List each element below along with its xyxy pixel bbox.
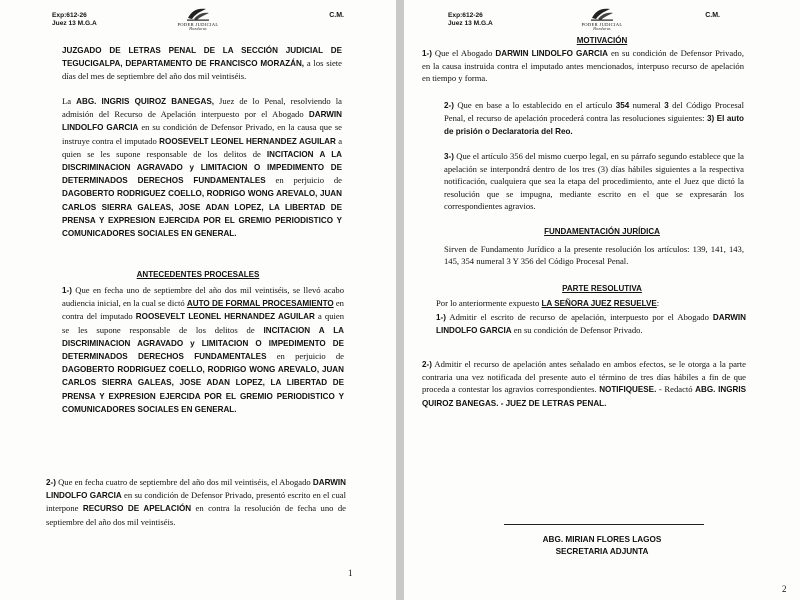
- text-run: a quien se les supone responsable de los delitos de: [62, 135, 343, 159]
- secretary-name: ABG. MIRIAN FLORES LAGOS: [542, 535, 662, 544]
- fundamentacion-paragraph: Sirven de Fundamento Jurídico a la presente resolución los artículos: 139, 141, 143, 145, 354 numeral 3 Y 356 del Código Procesal Penal.: [444, 244, 744, 267]
- accused-name: ROOSEVELT LEONEL HERNANDEZ AGUILAR: [135, 312, 315, 322]
- item-number: 2-): [444, 101, 454, 110]
- juez-resuelve: LA SEÑORA JUEZ RESUELVE: [541, 299, 657, 308]
- poder-judicial-logo: [168, 6, 228, 32]
- logo-subtext: Honduras: [189, 27, 207, 31]
- document-page-2: [404, 0, 800, 600]
- judge-code: Juez 13 M.G.A: [448, 20, 493, 27]
- page-number: 1: [348, 568, 353, 578]
- heading-motivacion: MOTIVACIÓN: [576, 36, 628, 45]
- accused-name: ROOSEVELT LEONEL HERNANDEZ AGUILAR: [159, 136, 336, 146]
- lawyer-name: DARWIN LINDOLFO GARCIA: [46, 478, 346, 501]
- text-run: en contra la resolución de fecha uno de septiembre del año dos mil veintiséis.: [46, 503, 346, 527]
- resolution-type: 3) El auto de prisión o Declaratoria del Reo.: [444, 114, 744, 137]
- judge-code: Juez 13 M.G.A: [52, 20, 97, 27]
- text-run: en perjuicio de: [266, 351, 344, 362]
- judge-name: ABG. INGRIS QUIROZ BANEGAS,: [76, 97, 214, 106]
- lawyer-name: DARWIN LINDOLFO GARCIA: [436, 313, 746, 336]
- page-header: [0, 10, 396, 40]
- intro-paragraph: [62, 44, 342, 83]
- heading-antecedentes: ANTECEDENTES PROCESALES: [136, 270, 260, 279]
- crimes-text: INCITACION A LA DISCRIMINACION AGRAVADO y LIMITACION O IMPEDIMENTO DE DETERMINADOS DERECHOS FUNDAMENTALES: [62, 149, 342, 186]
- item-number: 3-): [444, 152, 454, 161]
- text-run: en su condición de Defensor Privado, en la causa que se instruye contra el imputado: [62, 122, 342, 146]
- text-run: a quien se les supone responsable de los delitos de: [62, 311, 344, 335]
- text-run: Que el Abogado: [431, 48, 496, 58]
- text-run: en su condición de Defensor Privado.: [511, 325, 643, 336]
- item-number: 2-): [46, 478, 56, 487]
- item-number: 1-): [62, 286, 72, 295]
- lawyer-name: DARWIN LINDOLFO GARCIA: [495, 49, 608, 58]
- text-run: Admitir el escrito de recurso de apelación, interpuesto por el Abogado: [445, 312, 713, 322]
- cm-label: C.M.: [705, 12, 720, 19]
- notifiquese: NOTIFIQUESE.: [599, 385, 657, 395]
- poder-judicial-logo: [572, 6, 632, 32]
- cm-label: C.M.: [329, 12, 344, 19]
- signature-line: [504, 524, 704, 525]
- text-run: en contra del imputado: [62, 298, 344, 322]
- text-run: Admitir el recurso de apelación antes señalado en ambos efectos, se le otorga a la parte contraria una vez notificada del presente auto el término de tres días hábiles a fin de que proceda a contestar los agravios correspondientes.: [422, 359, 746, 395]
- motivacion-3: [444, 150, 744, 212]
- auto-formal-procesamiento: AUTO DE FORMAL PROCESAMIENTO: [186, 299, 334, 309]
- text-run: - Redactó: [656, 384, 696, 395]
- court-name: JUZGADO DE LETRAS PENAL DE LA SECCIÓN JUDICIAL DE TEGUCIGALPA, DEPARTAMENTO DE FRANCISCO MORAZÁN,: [62, 46, 342, 69]
- text-run: Que en fecha cuatro de septiembre del año dos mil veintiséis, el Abogado: [55, 477, 313, 487]
- antecedente-2: [46, 476, 346, 528]
- item-number: 2-): [422, 360, 432, 369]
- heading-fundamentacion: FUNDAMENTACIÓN JURÍDICA: [544, 227, 660, 236]
- text-run: Por lo anteriormente expuesto: [436, 298, 542, 308]
- text-run: Juez de lo Penal, resolviendo la admisión del Recurso de Apelación interpuesto por el Abogado: [62, 96, 342, 120]
- secretary-title: SECRETARIA ADJUNTA: [555, 547, 649, 556]
- resolutivo-1: [436, 311, 746, 337]
- logo-text: PODER JUDICIAL: [581, 22, 623, 27]
- item-number: 1-): [436, 313, 446, 322]
- text-run: Que en fecha uno de septiembre del año dos mil veintiséis, se llevó acabo audiencia inicial, en la cual se dictó: [62, 285, 344, 309]
- por-lo-expuesto: [436, 297, 746, 310]
- heading-parte-resolutiva: PARTE RESOLUTIVA: [562, 284, 642, 293]
- scales-of-justice-icon: [588, 6, 616, 22]
- intro-date: a los siete días del mes de septiembre del año dos mil veintiséis.: [62, 58, 342, 82]
- logo-subtext: Honduras: [593, 27, 611, 31]
- motivacion-2: [444, 99, 744, 139]
- judge-signature-text: ABG. INGRIS QUIROZ BANEGAS. - JUEZ DE LETRAS PENAL.: [422, 385, 746, 408]
- page-number: 2: [782, 584, 787, 594]
- text-run: Que el artículo 356 del mismo cuerpo legal, en su párrafo segundo establece que la apelación se interpondrá dentro de los tres (3) días hábiles siguientes a la respectiva notificación, cualquiera que sea la etapa del procedimiento, ante el Juez que dictó la resolución que se impugna, mediante escrito en el que se expresarán los correspondientes agravios.: [444, 151, 744, 211]
- article-number: 354: [615, 101, 630, 110]
- case-reference: [448, 12, 493, 28]
- text-run: Que en base a lo establecido en el artículo: [453, 100, 616, 110]
- expediente-number: Exp:612-26: [52, 12, 87, 19]
- numeral-number: 3: [664, 101, 669, 110]
- paragraph-resolucion: [62, 95, 342, 240]
- text-run: :: [656, 298, 660, 308]
- recurso-apelacion: RECURSO DE APELACIÓN: [82, 504, 192, 514]
- resolutivo-2: [422, 358, 746, 410]
- lawyer-name: DARWIN LINDOLFO GARCIA: [62, 110, 342, 133]
- logo-text: PODER JUDICIAL: [177, 22, 219, 27]
- text-run: en su condición de Defensor Privado, en la causa instruida contra el imputado antes mencionados, interpuso recurso de apelación en tiempo y forma.: [422, 48, 744, 84]
- scales-of-justice-icon: [184, 6, 212, 22]
- document-page-1: [0, 0, 396, 600]
- text-run: en su condición de Defensor Privado, presentó escrito en el cual interpone: [46, 490, 346, 514]
- text-run: del Código Procesal Penal, el recurso de apelación procederá contra las resoluciones siguientes:: [444, 100, 744, 124]
- crimes-text: INCITACION A LA DISCRIMINACION AGRAVADO y LIMITACION O IMPEDIMENTO DE DETERMINADOS DERECHOS FUNDAMENTALES: [62, 325, 344, 362]
- item-number: 1-): [422, 49, 432, 58]
- text-run: La: [62, 96, 77, 106]
- victims-text: DAGOBERTO RODRIGUEZ COELLO, RODRIGO WONG AREVALO, JUAN CARLOS SIERRA GALEAS, JOSE ADAN LOPEZ, LA LIBERTAD DE PRENSA Y EXPRESION EJERCIDA POR EL GREMIO PERIODISTICO Y COMUNICADORES SOCIALES EN GENERAL.: [62, 189, 342, 239]
- text-run: en perjuicio de: [265, 175, 342, 186]
- expediente-number: Exp:612-26: [448, 12, 483, 19]
- motivacion-1: [422, 47, 744, 85]
- victims-text: DAGOBERTO RODRIGUEZ COELLO, RODRIGO WONG AREVALO, JUAN CARLOS SIERRA GALEAS, JOSE ADAN LOPEZ, LA LIBERTAD DE PRENSA Y EXPRESION EJERCIDA POR EL GREMIO PERIODISTICO Y COMUNICADORES SOCIALES EN GENERAL.: [62, 365, 344, 414]
- text-run: numeral: [629, 100, 665, 110]
- page-gap: [396, 0, 404, 600]
- case-reference: [52, 12, 97, 28]
- antecedente-1: [62, 284, 344, 416]
